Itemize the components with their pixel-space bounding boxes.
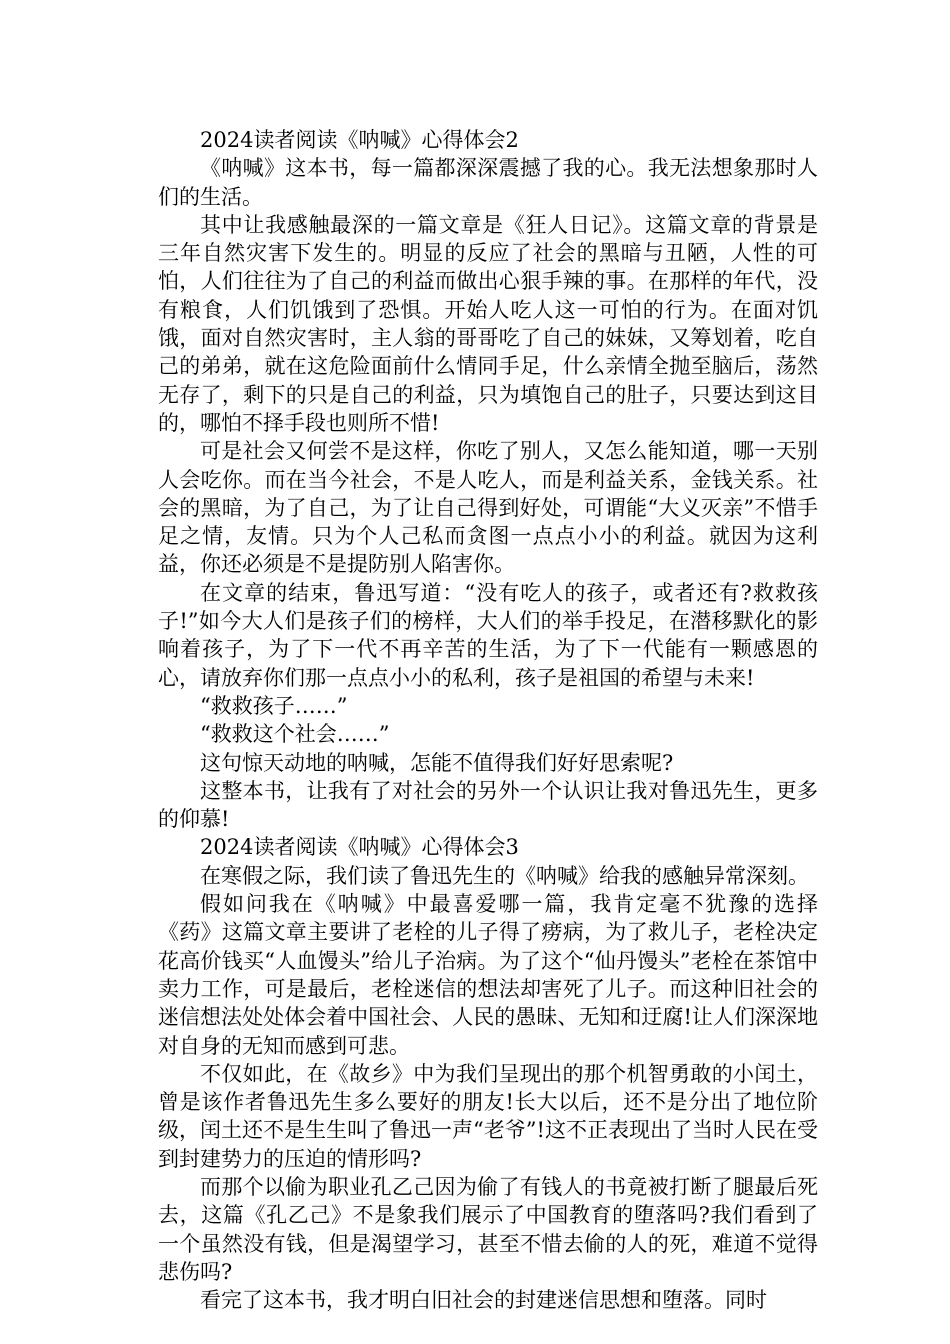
paragraph: 《呐喊》这本书，每一篇都深深震撼了我的心。我无法想象那时人们的生活。 bbox=[158, 156, 818, 209]
paragraph: 在文章的结束，鲁迅写道：“没有吃人的孩子，或者还有?救救孩子!”如今大人们是孩子们的榜样，大人们的举手投足，在潜移默化的影响着孩子，为了下一代不再辛苦的生活，为了下一代能有一颗感恩的心，请放弃你们那一点点小小的私利，孩子是祖国的希望与未来! bbox=[158, 580, 818, 690]
paragraph: 可是社会又何尝不是这样，你吃了别人，又怎么能知道，哪一天别人会吃你。而在当今社会，不是人吃人，而是利益关系，金钱关系。社会的黑暗，为了自己，为了让自己得到好处，可谓能“大义灭亲”不惜手足之情，友情。只为个人己私而贪图一点点小小的利益。就因为这利益，你还必须是不是提防别人陷害你。 bbox=[158, 439, 818, 577]
paragraph: “救救孩子……” bbox=[200, 693, 348, 718]
paragraph: 这句惊天动地的呐喊，怎能不值得我们好好思索呢? bbox=[200, 750, 674, 775]
section-heading: 2024读者阅读《呐喊》心得体会3 bbox=[200, 835, 519, 860]
paragraph: “救救这个社会……” bbox=[200, 722, 390, 747]
paragraph: 而那个以偷为职业孔乙己因为偷了有钱人的书竟被打断了腿最后死去，这篇《孔乙己》不是象我们展示了中国教育的堕落吗?我们看到了一个虽然没有钱，但是渴望学习，甚至不惜去偷的人的死，难道不觉得悲伤吗? bbox=[158, 1174, 818, 1284]
paragraph: 看完了这本书，我才明白旧社会的封建迷信思想和堕落。同时 bbox=[200, 1288, 767, 1313]
paragraph: 这整本书，让我有了对社会的另外一个认识让我对鲁迅先生，更多的仰慕! bbox=[158, 778, 818, 832]
paragraph: 在寒假之际，我们读了鲁迅先生的《呐喊》给我的感触异常深刻。 bbox=[200, 863, 809, 888]
section-heading: 2024读者阅读《呐喊》心得体会2 bbox=[200, 128, 519, 152]
paragraph: 其中让我感触最深的一篇文章是《狂人日记》。这篇文章的背景是三年自然灾害下发生的。明显的反应了社会的黑暗与丑陋，人性的可怕，人们往往为了自己的利益而做出心狠手辣的事。在那样的年代，没有粮食，人们饥饿到了恐惧。开始人吃人这一可怕的行为。在面对饥饿，面对自然灾害时，主人翁的哥哥吃了自己的妹妹，又筹划着，吃自己的弟弟，就在这危险面前什么情同手足，什么亲情全抛至脑后，荡然无存了，剩下的只是自己的利益，只为填饱自己的肚子，只要达到这目的，哪怕不择手段也则所不惜! bbox=[158, 212, 818, 435]
paragraph: 假如问我在《呐喊》中最喜爱哪一篇，我肯定毫不犹豫的选择《药》这篇文章主要讲了老栓的儿子得了痨病，为了救儿子，老栓决定花高价钱买“人血馒头”给儿子治病。为了这个“仙丹馒头”老栓在茶馆中卖力工作，可是最后，老栓迷信的想法却害死了儿子。而这种旧社会的迷信想法处处体会着中国社会、人民的愚昧、无知和迂腐!让人们深深地对自身的无知而感到可悲。 bbox=[158, 892, 818, 1058]
document-body bbox=[158, 126, 818, 1314]
paragraph: 不仅如此，在《故乡》中为我们呈现出的那个机智勇敢的小闰土，曾是该作者鲁迅先生多么要好的朋友!长大以后，还不是分出了地位阶级，闰土还不是生生叫了鲁迅一声“老爷”!这不正表现出了当时人民在受到封建势力的压迫的情形吗? bbox=[158, 1061, 818, 1171]
